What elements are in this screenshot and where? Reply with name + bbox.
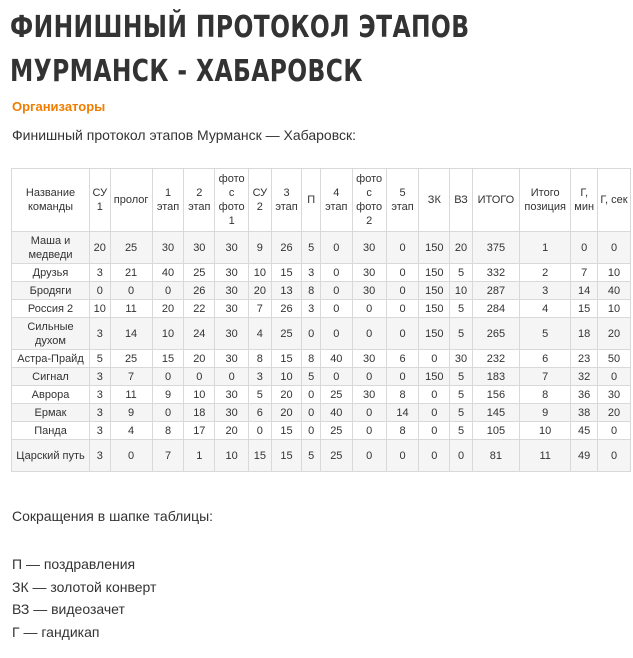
score-cell: 30: [215, 300, 249, 318]
score-cell: 10: [598, 300, 631, 318]
score-cell: 232: [472, 350, 519, 368]
score-cell: 0: [320, 232, 352, 264]
column-header: ИТОГО: [472, 169, 519, 232]
team-name-cell: Астра-Прайд: [12, 350, 90, 368]
score-cell: 0: [419, 422, 450, 440]
score-cell: 3: [249, 368, 272, 386]
score-cell: 0: [386, 300, 419, 318]
score-cell: 25: [110, 350, 152, 368]
table-row: [12, 422, 631, 440]
score-cell: 15: [271, 422, 302, 440]
score-cell: 150: [419, 232, 450, 264]
score-cell: 0: [152, 368, 184, 386]
results-table-container[interactable]: [11, 168, 628, 472]
score-cell: 30: [450, 350, 473, 368]
score-cell: 26: [184, 282, 215, 300]
score-cell: 0: [184, 368, 215, 386]
score-cell: 9: [110, 404, 152, 422]
score-cell: 5: [450, 300, 473, 318]
score-cell: 0: [320, 318, 352, 350]
score-cell: 0: [302, 386, 320, 404]
score-cell: 30: [352, 386, 386, 404]
score-cell: 20: [249, 282, 272, 300]
score-cell: 0: [302, 404, 320, 422]
column-header: 1 этап: [152, 169, 184, 232]
score-cell: 0: [320, 368, 352, 386]
score-cell: 3: [90, 318, 111, 350]
score-cell: 150: [419, 300, 450, 318]
score-cell: 0: [571, 232, 598, 264]
score-cell: 40: [152, 264, 184, 282]
score-cell: 11: [110, 386, 152, 404]
score-cell: 150: [419, 318, 450, 350]
score-cell: 26: [271, 232, 302, 264]
score-cell: 26: [271, 300, 302, 318]
score-cell: 3: [90, 386, 111, 404]
score-cell: 23: [571, 350, 598, 368]
table-row: [12, 300, 631, 318]
score-cell: 265: [472, 318, 519, 350]
team-name-cell: Маша и медведи: [12, 232, 90, 264]
score-cell: 0: [352, 440, 386, 472]
score-cell: 14: [110, 318, 152, 350]
column-header: 5 этап: [386, 169, 419, 232]
score-cell: 5: [90, 350, 111, 368]
score-cell: 0: [352, 300, 386, 318]
score-cell: 0: [352, 404, 386, 422]
score-cell: 3: [302, 300, 320, 318]
score-cell: 30: [215, 404, 249, 422]
score-cell: 7: [152, 440, 184, 472]
score-cell: 25: [320, 386, 352, 404]
column-header: 2 этап: [184, 169, 215, 232]
intro-text: Финишный протокол этапов Мурманск — Хабаровск:: [12, 127, 356, 143]
score-cell: 0: [598, 232, 631, 264]
column-header: Итого позиция: [520, 169, 571, 232]
score-cell: 10: [271, 368, 302, 386]
score-cell: 2: [520, 264, 571, 282]
score-cell: 8: [386, 386, 419, 404]
score-cell: 30: [352, 264, 386, 282]
score-cell: 20: [598, 318, 631, 350]
column-header: Г, мин: [571, 169, 598, 232]
score-cell: 30: [152, 232, 184, 264]
column-header: Г, сек: [598, 169, 631, 232]
score-cell: 18: [571, 318, 598, 350]
score-cell: 0: [320, 264, 352, 282]
score-cell: 0: [598, 440, 631, 472]
table-row: [12, 350, 631, 368]
score-cell: 4: [110, 422, 152, 440]
score-cell: 22: [184, 300, 215, 318]
score-cell: 40: [320, 404, 352, 422]
table-row: [12, 264, 631, 282]
score-cell: 10: [450, 282, 473, 300]
score-cell: 4: [520, 300, 571, 318]
column-header: фото с фото 2: [352, 169, 386, 232]
score-cell: 20: [598, 404, 631, 422]
score-cell: 0: [386, 232, 419, 264]
score-cell: 5: [450, 318, 473, 350]
column-header: пролог: [110, 169, 152, 232]
score-cell: 40: [598, 282, 631, 300]
score-cell: 0: [386, 264, 419, 282]
score-cell: 18: [184, 404, 215, 422]
score-cell: 156: [472, 386, 519, 404]
table-row: [12, 368, 631, 386]
score-cell: 81: [472, 440, 519, 472]
table-row: [12, 232, 631, 264]
score-cell: 15: [571, 300, 598, 318]
score-cell: 287: [472, 282, 519, 300]
author-link[interactable]: Организаторы: [12, 99, 106, 114]
score-cell: 5: [302, 232, 320, 264]
score-cell: 30: [215, 264, 249, 282]
score-cell: 14: [571, 282, 598, 300]
score-cell: 9: [249, 232, 272, 264]
table-body: [12, 232, 631, 472]
score-cell: 3: [90, 264, 111, 282]
score-cell: 21: [110, 264, 152, 282]
score-cell: 10: [152, 318, 184, 350]
score-cell: 10: [184, 386, 215, 404]
score-cell: 20: [271, 386, 302, 404]
score-cell: 332: [472, 264, 519, 282]
score-cell: 0: [598, 368, 631, 386]
score-cell: 0: [386, 282, 419, 300]
score-cell: 3: [302, 264, 320, 282]
score-cell: 30: [215, 386, 249, 404]
score-cell: 0: [419, 350, 450, 368]
score-cell: 15: [271, 264, 302, 282]
score-cell: 40: [320, 350, 352, 368]
table-row: [12, 404, 631, 422]
score-cell: 30: [184, 232, 215, 264]
score-cell: 30: [215, 318, 249, 350]
score-cell: 20: [184, 350, 215, 368]
score-cell: 1: [184, 440, 215, 472]
score-cell: 25: [184, 264, 215, 282]
score-cell: 25: [320, 440, 352, 472]
abbreviations-heading: Сокращения в шапке таблицы:: [12, 508, 214, 524]
score-cell: 38: [571, 404, 598, 422]
team-name-cell: Панда: [12, 422, 90, 440]
score-cell: 0: [419, 404, 450, 422]
score-cell: 5: [520, 318, 571, 350]
score-cell: 0: [386, 318, 419, 350]
score-cell: 0: [90, 282, 111, 300]
score-cell: 20: [271, 404, 302, 422]
score-cell: 0: [152, 404, 184, 422]
score-cell: 8: [302, 350, 320, 368]
score-cell: 150: [419, 282, 450, 300]
score-cell: 5: [450, 264, 473, 282]
score-cell: 10: [249, 264, 272, 282]
score-cell: 0: [386, 440, 419, 472]
score-cell: 5: [302, 368, 320, 386]
score-cell: 150: [419, 264, 450, 282]
score-cell: 0: [320, 300, 352, 318]
score-cell: 0: [249, 422, 272, 440]
score-cell: 14: [386, 404, 419, 422]
team-name-cell: Сильные духом: [12, 318, 90, 350]
score-cell: 150: [419, 368, 450, 386]
score-cell: 15: [271, 440, 302, 472]
score-cell: 5: [450, 422, 473, 440]
abbreviations-list: [12, 553, 156, 643]
score-cell: 0: [302, 318, 320, 350]
score-cell: 0: [419, 386, 450, 404]
team-name-cell: Сигнал: [12, 368, 90, 386]
score-cell: 9: [152, 386, 184, 404]
score-cell: 25: [320, 422, 352, 440]
score-cell: 9: [520, 404, 571, 422]
score-cell: 7: [249, 300, 272, 318]
table-header-row: [12, 169, 631, 232]
column-header: 4 этап: [320, 169, 352, 232]
score-cell: 0: [419, 440, 450, 472]
score-cell: 6: [520, 350, 571, 368]
score-cell: 3: [520, 282, 571, 300]
score-cell: 145: [472, 404, 519, 422]
score-cell: 0: [450, 440, 473, 472]
score-cell: 30: [215, 282, 249, 300]
score-cell: 8: [152, 422, 184, 440]
column-header: П: [302, 169, 320, 232]
score-cell: 6: [249, 404, 272, 422]
column-header: фото с фото 1: [215, 169, 249, 232]
score-cell: 45: [571, 422, 598, 440]
score-cell: 49: [571, 440, 598, 472]
score-cell: 7: [110, 368, 152, 386]
score-cell: 5: [450, 368, 473, 386]
table-row: [12, 318, 631, 350]
column-header: Название команды: [12, 169, 90, 232]
score-cell: 284: [472, 300, 519, 318]
score-cell: 0: [352, 318, 386, 350]
team-name-cell: Аврора: [12, 386, 90, 404]
score-cell: 30: [352, 350, 386, 368]
column-header: 3 этап: [271, 169, 302, 232]
score-cell: 3: [90, 440, 111, 472]
score-cell: 0: [152, 282, 184, 300]
score-cell: 10: [215, 440, 249, 472]
score-cell: 183: [472, 368, 519, 386]
score-cell: 8: [249, 350, 272, 368]
score-cell: 11: [110, 300, 152, 318]
score-cell: 13: [271, 282, 302, 300]
score-cell: 7: [571, 264, 598, 282]
score-cell: 0: [320, 282, 352, 300]
score-cell: 30: [215, 350, 249, 368]
results-table: [11, 168, 631, 472]
score-cell: 20: [152, 300, 184, 318]
score-cell: 5: [450, 404, 473, 422]
column-header: ЗК: [419, 169, 450, 232]
abbreviation-item: Г — гандикап: [12, 623, 100, 640]
score-cell: 7: [520, 368, 571, 386]
score-cell: 15: [152, 350, 184, 368]
score-cell: 0: [110, 282, 152, 300]
abbreviation-item: ЗК — золотой конверт: [12, 578, 157, 595]
table-row: [12, 386, 631, 404]
team-name-cell: Друзья: [12, 264, 90, 282]
score-cell: 30: [352, 282, 386, 300]
score-cell: 4: [249, 318, 272, 350]
abbreviation-item: П — поздравления: [12, 556, 136, 572]
score-cell: 0: [352, 368, 386, 386]
score-cell: 20: [215, 422, 249, 440]
score-cell: 0: [352, 422, 386, 440]
score-cell: 30: [598, 386, 631, 404]
score-cell: 105: [472, 422, 519, 440]
score-cell: 375: [472, 232, 519, 264]
score-cell: 32: [571, 368, 598, 386]
score-cell: 15: [271, 350, 302, 368]
team-name-cell: Ермак: [12, 404, 90, 422]
column-header: СУ 1: [90, 169, 111, 232]
score-cell: 5: [450, 386, 473, 404]
column-header: ВЗ: [450, 169, 473, 232]
score-cell: 25: [110, 232, 152, 264]
score-cell: 11: [520, 440, 571, 472]
score-cell: 3: [90, 368, 111, 386]
score-cell: 0: [598, 422, 631, 440]
score-cell: 0: [215, 368, 249, 386]
score-cell: 5: [249, 386, 272, 404]
score-cell: 5: [302, 440, 320, 472]
table-row: [12, 282, 631, 300]
column-header: СУ 2: [249, 169, 272, 232]
score-cell: 25: [271, 318, 302, 350]
score-cell: 0: [302, 422, 320, 440]
team-name-cell: Бродяги: [12, 282, 90, 300]
score-cell: 6: [386, 350, 419, 368]
score-cell: 8: [520, 386, 571, 404]
score-cell: 10: [90, 300, 111, 318]
score-cell: 15: [249, 440, 272, 472]
score-cell: 30: [352, 232, 386, 264]
score-cell: 17: [184, 422, 215, 440]
page-title: ФИНИШНЫЙ ПРОТОКОЛ ЭТАПОВ МУРМАНСК - ХАБАРОВСК: [10, 10, 470, 89]
score-cell: 0: [386, 368, 419, 386]
score-cell: 30: [215, 232, 249, 264]
score-cell: 10: [520, 422, 571, 440]
score-cell: 36: [571, 386, 598, 404]
score-cell: 20: [90, 232, 111, 264]
abbreviation-item: ВЗ — видеозачет: [12, 601, 125, 617]
score-cell: 3: [90, 422, 111, 440]
score-cell: 10: [598, 264, 631, 282]
team-name-cell: Россия 2: [12, 300, 90, 318]
score-cell: 1: [520, 232, 571, 264]
score-cell: 50: [598, 350, 631, 368]
table-row: [12, 440, 631, 472]
score-cell: 8: [302, 282, 320, 300]
score-cell: 0: [110, 440, 152, 472]
score-cell: 3: [90, 404, 111, 422]
score-cell: 8: [386, 422, 419, 440]
team-name-cell: Царский путь: [12, 440, 90, 472]
score-cell: 24: [184, 318, 215, 350]
score-cell: 20: [450, 232, 473, 264]
